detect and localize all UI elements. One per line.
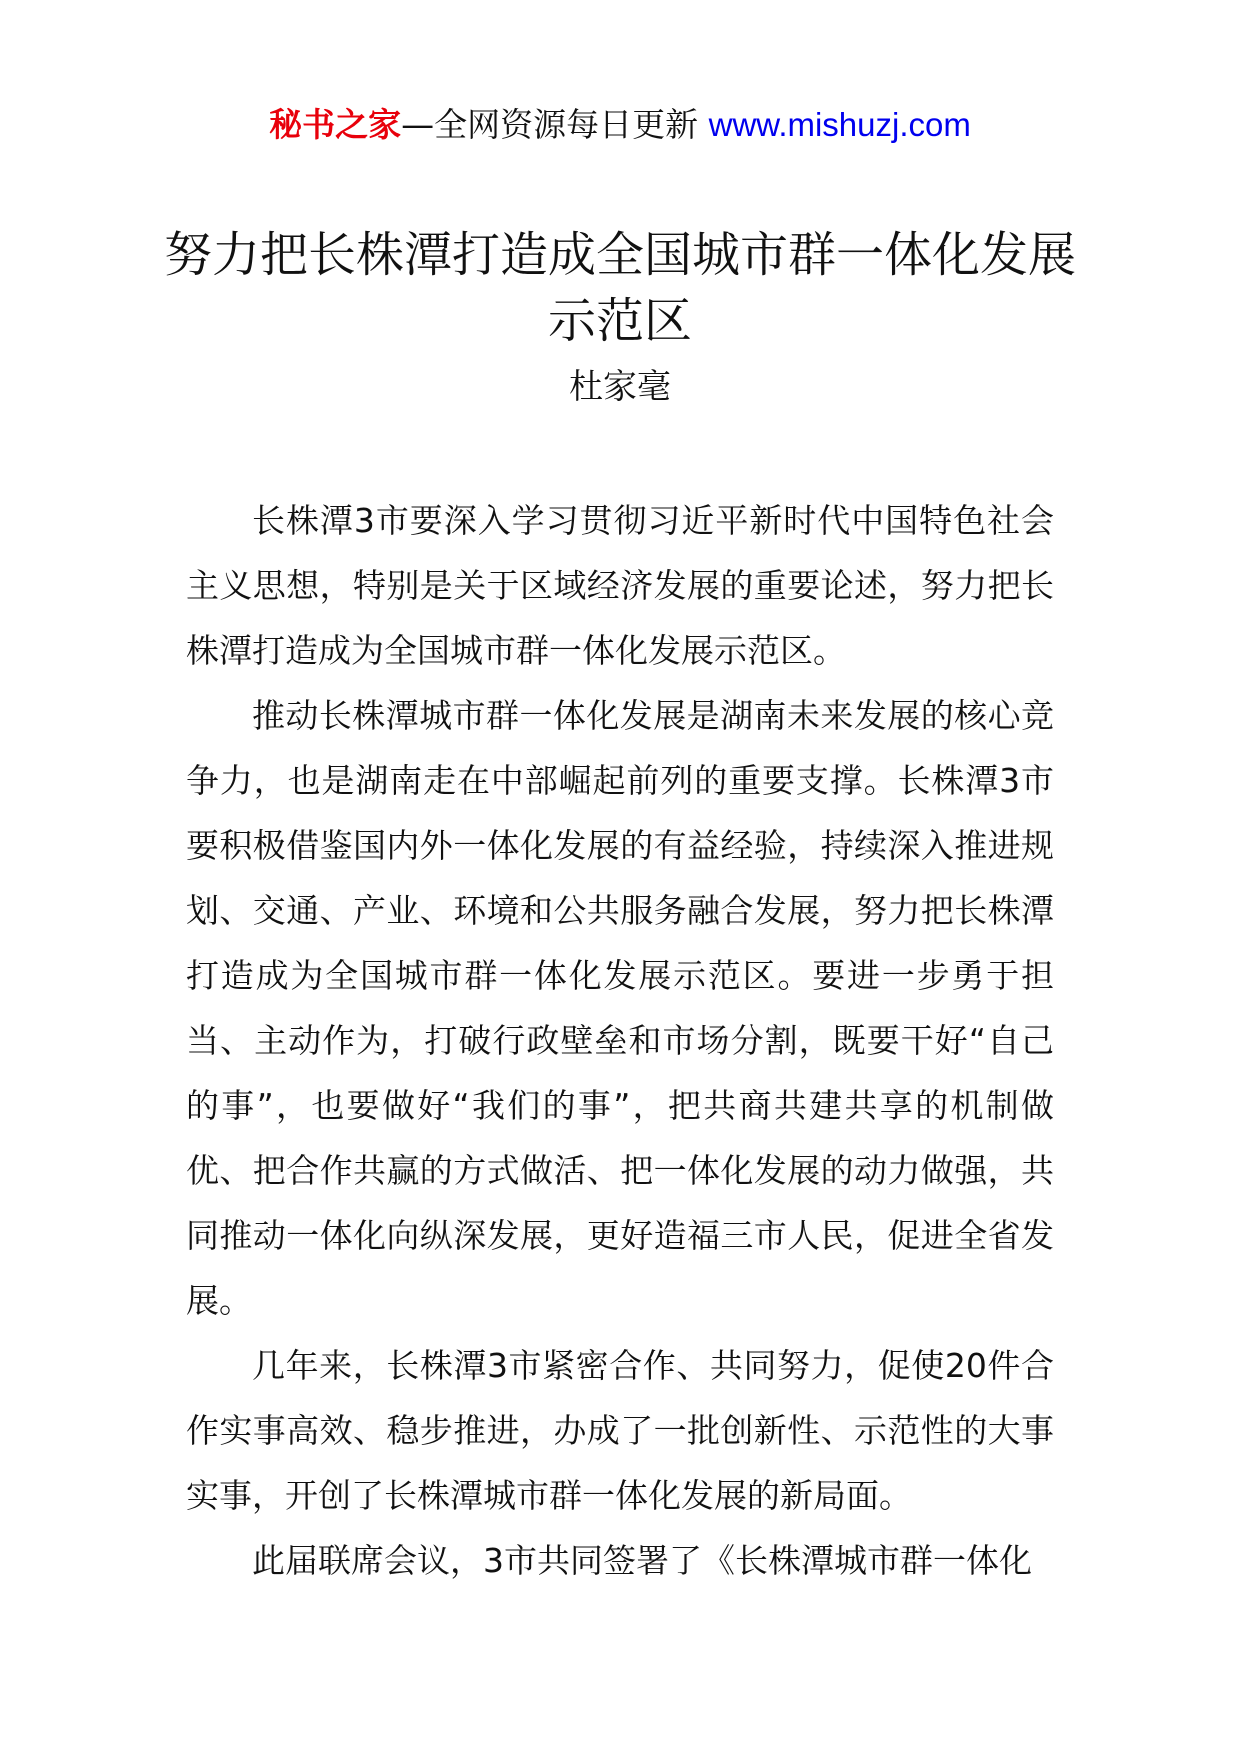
article-title: 努力把长株潭打造成全国城市群一体化发展示范区 xyxy=(163,227,1076,349)
paragraph: 此届联席会议，3市共同签署了《长株潭城市群一体化 xyxy=(252,1541,1032,1580)
paragraph: 长株潭3市要深入学习贯彻习近平新时代中国特色社会主义思想，特别是关于区域经济发展的重要论述，努力把长株潭打造成为全国城市群一体化发展示范区。 xyxy=(186,501,1054,670)
site-url-link[interactable]: www.mishuzj.com xyxy=(708,106,971,143)
paragraph: 几年来，长株潭3市紧密合作、共同努力，促使20件合作实事高效、稳步推进，办成了一批创新性、示范性的大事实事，开创了长株潭城市群一体化发展的新局面。 xyxy=(186,1346,1054,1515)
site-slogan: —全网资源每日更新 xyxy=(401,105,699,144)
article-body xyxy=(186,488,1054,1593)
site-brand: 秘书之家 xyxy=(269,105,402,144)
paragraph: 推动长株潭城市群一体化发展是湖南未来发展的核心竞争力，也是湖南走在中部崛起前列的重要支撑。长株潭3市要积极借鉴国内外一体化发展的有益经验，持续深入推进规划、交通、产业、环境和公共服务融合发展，努力把长株潭打造成为全国城市群一体化发展示范区。要进一步勇于担当、主动作为，打破行政壁垒和市场分割，既要干好“自己的事”，也要做好“我们的事”，把共商共建共享的机制做优、把合作共赢的方式做活、把一体化发展的动力做强，共同推动一体化向纵深发展，更好造福三市人民，促进全省发展。 xyxy=(186,696,1054,1320)
article-author: 杜家毫 xyxy=(569,367,671,407)
site-banner xyxy=(0,100,1240,150)
